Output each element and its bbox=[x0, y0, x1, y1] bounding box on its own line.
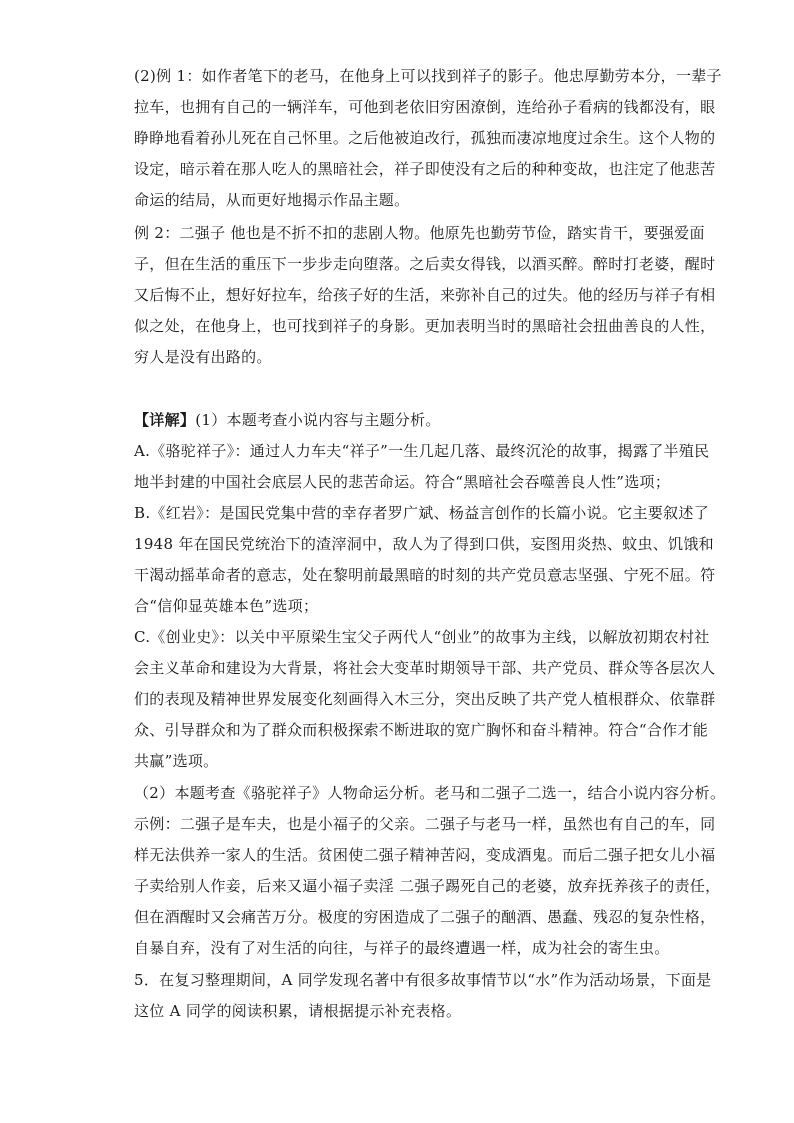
text-line: 合“信仰显英雄本色”选项； bbox=[134, 597, 319, 615]
text-line: 共赢”选项。 bbox=[134, 752, 219, 770]
text-line: 又后悔不止，想好好拉车，给孩子好的生活，来弥补自己的过失。他的经历与祥子有相 bbox=[134, 286, 716, 304]
explanation-heading bbox=[134, 410, 441, 430]
text-line: 睁睁地看着孙儿死在自己怀里。之后他被迫改行，孤独而凄凉地度过余生。这个人物的 bbox=[134, 129, 716, 147]
text-line: 示例：二强子是车夫，也是小福子的父亲。二强子与老马一样，虽然也有自己的车，同 bbox=[134, 815, 716, 833]
text-line: 子卖给别人作妾，后来又逼小福子卖淫 二强子踢死自己的老婆，放弃抚养孩子的责任， bbox=[134, 877, 721, 895]
text-line: 干渴动摇革命者的意志，处在黎明前最黑暗的时刻的共产党员意志坚强、宁死不屈。符 bbox=[134, 566, 716, 584]
text-line: (2)例 1：如作者笔下的老马，在他身上可以找到祥子的影子。他忠厚勤劳本分，一辈子 bbox=[134, 67, 722, 85]
text-line: 拉车，也拥有自己的一辆洋车，可他到老依旧穷困潦倒，连给孙子看病的钱都没有，眼 bbox=[134, 98, 716, 116]
text-line: 们的表现及精神世界发展变化刻画得入木三分，突出反映了共产党人植根群众、依靠群 bbox=[134, 690, 716, 708]
text-line: 例 2：二强子 他也是不折不扣的悲剧人物。他原先也勤劳节俭，踏实肯干，要强爱面 bbox=[134, 224, 705, 242]
text-line: 众、引导群众和为了群众而积极探索不断进取的宽广胸怀和奋斗精神。符合“合作才能 bbox=[134, 721, 709, 739]
text-line: 穷人是没有出路的。 bbox=[134, 348, 272, 366]
text-line: 会主义革命和建设为大背景，将社会大变革时期领导干部、共产党员、群众等各层次人 bbox=[134, 659, 716, 677]
text-line: A.《骆驼祥子》：通过人力车夫“祥子”一生几起几落、最终沉沦的故事，揭露了半殖民 bbox=[134, 442, 710, 460]
text-line: 子，但在生活的重压下一步步走向堕落。之后卖女得钱，以酒买醉。醉时打老婆，醒时 bbox=[134, 255, 716, 273]
question-line: 这位 A 同学的阅读积累，请根据提示补充表格。 bbox=[134, 1002, 462, 1020]
text-line: 地半封建的中国社会底层人民的悲苦命运。符合“黑暗社会吞噬善良人性”选项； bbox=[134, 473, 671, 491]
text-line: 但在酒醒时又会痛苦万分。极度的穷困造成了二强子的酗酒、愚蠢、残忍的复杂性格， bbox=[134, 908, 716, 926]
text-line: 样无法供养一家人的生活。贫困使二强子精神苦闷，变成酒鬼。而后二强子把女儿小福 bbox=[134, 846, 716, 864]
text-line: 设定，暗示着在那人吃人的黑暗社会，祥子即使没有之后的种种变故，也注定了他悲苦 bbox=[134, 160, 716, 178]
text-line: 自暴自弃，没有了对生活的向往，与祥子的最终遭遇一样，成为社会的寄生虫。 bbox=[134, 939, 670, 957]
text-line: C.《创业史》：以关中平原梁生宝父子两代人“创业”的故事为主线，以解放初期农村社 bbox=[134, 628, 710, 646]
question-line: 5．在复习整理期间，A 同学发现名著中有很多故事情节以“水”作为活动场景，下面是 bbox=[134, 971, 712, 989]
explanation-text: (1）本题考查小说内容与主题分析。 bbox=[195, 411, 441, 429]
text-line: 1948 年在国民党统治下的渣滓洞中，敌人为了得到口供，妄图用炎热、蚊虫、饥饿和 bbox=[134, 535, 714, 553]
text-line: B.《红岩》：是国民党集中营的幸存者罗广斌、杨益言创作的长篇小说。它主要叙述了 bbox=[134, 504, 709, 522]
explanation-marker: 【详解】 bbox=[134, 411, 196, 429]
text-line: （2）本题考查《骆驼祥子》人物命运分析。老马和二强子二选一，结合小说内容分析。 bbox=[134, 784, 726, 802]
text-line: 命运的结局，从而更好地揭示作品主题。 bbox=[134, 191, 410, 209]
text-line: 似之处，在他身上，也可找到祥子的身影。更加表明当时的黑暗社会扭曲善良的人性， bbox=[134, 317, 716, 335]
